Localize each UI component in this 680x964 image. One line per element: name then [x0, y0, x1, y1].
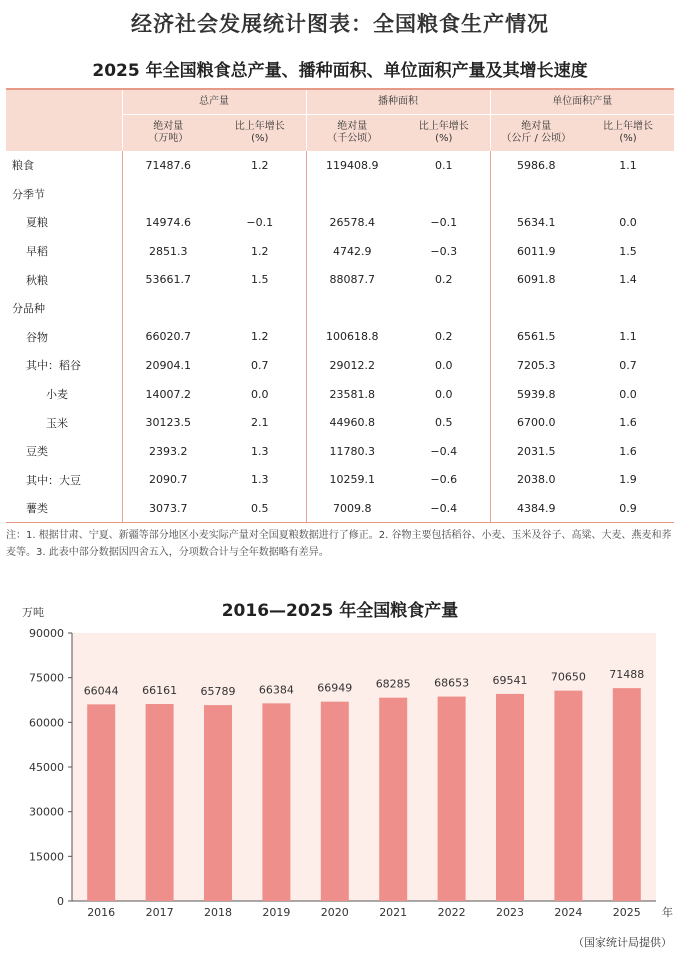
table-cell: 30123.5 [122, 408, 214, 437]
table-cell: 6011.9 [490, 237, 582, 266]
table-row [6, 265, 674, 294]
table-cell: 1.1 [619, 330, 637, 344]
table-cell: 4384.9 [490, 494, 582, 523]
x-axis-label: 年 [662, 906, 673, 919]
table-cell: 0.5 [251, 501, 269, 515]
table-cell [490, 180, 582, 209]
table-cell: 20904.1 [122, 351, 214, 380]
table-cell: 14007.2 [122, 380, 214, 409]
sub-total-abs-unit: （万吨） [148, 133, 189, 144]
x-tick-label: 2022 [437, 906, 466, 919]
data-label: 65789 [200, 685, 236, 699]
table-row [6, 294, 674, 323]
table-cell: 1.5 [251, 273, 269, 287]
table-cell: 0.0 [251, 387, 269, 401]
x-tick-label: 2016 [87, 906, 116, 919]
table-cell: 0.0 [435, 387, 453, 401]
table-row [6, 380, 674, 409]
table-cell: −0.1 [430, 215, 458, 229]
table-cell: 1.5 [619, 244, 637, 258]
sub-total-growth [214, 115, 306, 152]
table-cell: 2851.3 [122, 237, 214, 266]
sub-yield-growth-label: 比上年增长 [603, 121, 653, 132]
table-row [6, 237, 674, 266]
table-cell: 1.2 [251, 244, 269, 258]
table-cell: 7205.3 [490, 351, 582, 380]
row-label: 谷物 [26, 330, 48, 344]
header-yield-per-unit: 单位面积产量 [490, 90, 674, 115]
row-label: 薯类 [26, 502, 48, 516]
sub-area-growth-unit: (%) [435, 133, 453, 144]
table-row [6, 466, 674, 495]
table-cell: 0.1 [435, 158, 453, 172]
table-cell: 53661.7 [122, 265, 214, 294]
row-label: 夏粮 [26, 216, 48, 230]
bar [87, 704, 115, 901]
table-cell: 6700.0 [490, 408, 582, 437]
source-credit: （国家统计局提供） [573, 936, 672, 949]
table-cell: 3073.7 [122, 494, 214, 523]
table-cell [582, 294, 674, 323]
data-label: 68653 [434, 676, 470, 690]
table-cell: 1.2 [251, 330, 269, 344]
table-cell: 29012.2 [306, 351, 398, 380]
x-tick-label: 2020 [320, 906, 349, 919]
y-tick-label: 15000 [29, 850, 64, 864]
table-cell: 11780.3 [306, 437, 398, 466]
sub-yield-growth [582, 115, 674, 152]
table-cell: 1.2 [251, 158, 269, 172]
data-label: 68285 [375, 677, 411, 691]
table-cell: 14974.6 [122, 208, 214, 237]
table-cell: 23581.8 [306, 380, 398, 409]
table-row [6, 437, 674, 466]
table-row [6, 323, 674, 352]
table-title: 2025 年全国粮食总产量、播种面积、单位面积产量及其增长速度 [92, 61, 588, 81]
sub-yield-abs-label: 绝对量 [521, 121, 552, 132]
y-tick-label: 90000 [29, 627, 64, 640]
bar [496, 694, 524, 901]
table-cell: 10259.1 [306, 466, 398, 495]
bar [262, 703, 290, 901]
table-row [6, 151, 674, 180]
table-cell: 88087.7 [306, 265, 398, 294]
table-cell [122, 180, 214, 209]
table-bottom-rule [6, 522, 674, 523]
y-tick-label: 60000 [29, 716, 64, 730]
table-cell: 5634.1 [490, 208, 582, 237]
table-cell: 2393.2 [122, 437, 214, 466]
table-cell [306, 180, 398, 209]
x-tick-label: 2021 [379, 906, 408, 919]
bar [204, 705, 232, 901]
row-label: 玉米 [46, 416, 68, 430]
bar [146, 704, 174, 901]
row-label: 豆类 [26, 445, 48, 459]
y-axis-label: 万吨 [22, 606, 44, 619]
table-cell: 1.1 [619, 158, 637, 172]
main-title: 经济社会发展统计图表：全国粮食生产情况 [131, 12, 549, 36]
table-cell: −0.1 [246, 215, 274, 229]
table-cell: 2038.0 [490, 466, 582, 495]
sub-area-abs [306, 115, 398, 152]
table-cell [122, 294, 214, 323]
table-cell: 66020.7 [122, 323, 214, 352]
sub-total-growth-label: 比上年增长 [234, 121, 285, 132]
sub-area-growth-label: 比上年增长 [418, 121, 469, 132]
y-tick-label: 30000 [29, 805, 64, 819]
sub-yield-abs-unit: （公斤 / 公顷） [501, 133, 572, 144]
table-cell: 1.3 [251, 473, 269, 487]
table-cell: −0.3 [430, 244, 458, 258]
table-cell: 1.9 [619, 473, 637, 487]
x-tick-label: 2018 [204, 906, 232, 919]
table-cell: 2.1 [251, 416, 269, 430]
table-cell [306, 294, 398, 323]
table-row [6, 408, 674, 437]
table-cell: 26578.4 [306, 208, 398, 237]
row-label: 秋粮 [26, 273, 48, 287]
table-cell: 0.2 [435, 330, 453, 344]
table-cell: 0.2 [435, 273, 453, 287]
row-label: 分季节 [12, 187, 45, 201]
grain-output-chart [0, 600, 680, 930]
table-cell: −0.4 [430, 501, 458, 515]
x-tick-label: 2023 [496, 906, 524, 919]
sub-area-growth [398, 115, 490, 152]
row-label: 分品种 [12, 302, 45, 316]
table-cell: 119408.9 [306, 151, 398, 180]
table-cell [398, 294, 490, 323]
data-label: 66384 [258, 683, 294, 697]
x-tick-label: 2019 [262, 906, 291, 919]
bar [554, 691, 582, 901]
y-tick-label: 45000 [29, 761, 64, 774]
table-cell: 2031.5 [490, 437, 582, 466]
y-tick-label: 0 [57, 895, 64, 908]
x-tick-label: 2025 [612, 906, 641, 919]
data-label: 66949 [317, 681, 353, 695]
sub-area-abs-label: 绝对量 [337, 121, 368, 132]
table-cell: 0.0 [619, 215, 637, 229]
table-cell: 71487.6 [122, 151, 214, 180]
sub-total-growth-unit: (%) [251, 133, 269, 144]
bar [379, 698, 407, 901]
row-label: 其中：稻谷 [26, 359, 81, 373]
table-row [6, 208, 674, 237]
table-cell: 1.6 [619, 444, 637, 458]
table-cell: 0.9 [619, 501, 637, 515]
row-label: 其中：大豆 [26, 473, 81, 487]
table-cell: 7009.8 [306, 494, 398, 523]
table-cell [214, 294, 306, 323]
table-cell: 6091.8 [490, 265, 582, 294]
data-label: 69541 [492, 673, 528, 687]
table-cell [582, 180, 674, 209]
header-sown-area: 播种面积 [306, 90, 490, 115]
bar [613, 688, 641, 901]
y-tick-label: 75000 [29, 671, 64, 685]
table-cell [490, 294, 582, 323]
table-cell: 0.7 [251, 358, 269, 372]
table-cell: 100618.8 [306, 323, 398, 352]
data-label: 71488 [609, 668, 645, 682]
header-total-output: 总产量 [122, 90, 306, 115]
table-cell: −0.4 [430, 444, 458, 458]
x-tick-label: 2024 [554, 906, 583, 919]
table-cell: −0.6 [430, 473, 458, 487]
table-cell: 4742.9 [306, 237, 398, 266]
table-cell: 5939.8 [490, 380, 582, 409]
table-cell [398, 180, 490, 209]
row-label: 粮食 [12, 159, 34, 173]
table-cell: 0.0 [435, 358, 453, 372]
table-cell: 6561.5 [490, 323, 582, 352]
table-cell: 0.0 [619, 387, 637, 401]
table-row [6, 494, 674, 523]
table-cell: 1.4 [619, 273, 637, 287]
chart-title: 2016—2025 年全国粮食产量 [221, 601, 459, 621]
data-label: 70650 [550, 670, 586, 684]
header-corner [6, 90, 122, 151]
grain-table [6, 90, 674, 523]
table-cell: 0.7 [619, 358, 637, 372]
sub-yield-abs [490, 115, 582, 152]
sub-total-abs-label: 绝对量 [153, 121, 184, 132]
table-cell: 0.5 [435, 416, 453, 430]
table-cell: 44960.8 [306, 408, 398, 437]
x-tick-label: 2017 [145, 906, 174, 919]
table-cell: 1.6 [619, 416, 637, 430]
sub-area-abs-unit: （千公顷） [327, 133, 378, 144]
table-cell [214, 180, 306, 209]
data-label: 66161 [142, 683, 178, 697]
table-cell: 1.3 [251, 444, 269, 458]
table-row [6, 180, 674, 209]
table-row [6, 351, 674, 380]
data-label: 66044 [83, 684, 119, 698]
bar [438, 697, 466, 901]
sub-total-abs [122, 115, 214, 152]
table-cell: 5986.8 [490, 151, 582, 180]
sub-yield-growth-unit: (%) [619, 133, 637, 144]
table-cell: 2090.7 [122, 466, 214, 495]
row-label: 早稻 [26, 245, 48, 259]
table-note: 注：1. 根据甘肃、宁夏、新疆等部分地区小麦实际产量对全国夏粮数据进行了修正。2. 谷物主要包括稻谷、小麦、玉米及谷子、高粱、大麦、燕麦和荞麦等。3. 此表中部分数据因四舍五入，分项数合计与全年数据略有差异。 [6, 530, 672, 558]
row-label: 小麦 [46, 388, 68, 402]
bar [321, 702, 349, 901]
